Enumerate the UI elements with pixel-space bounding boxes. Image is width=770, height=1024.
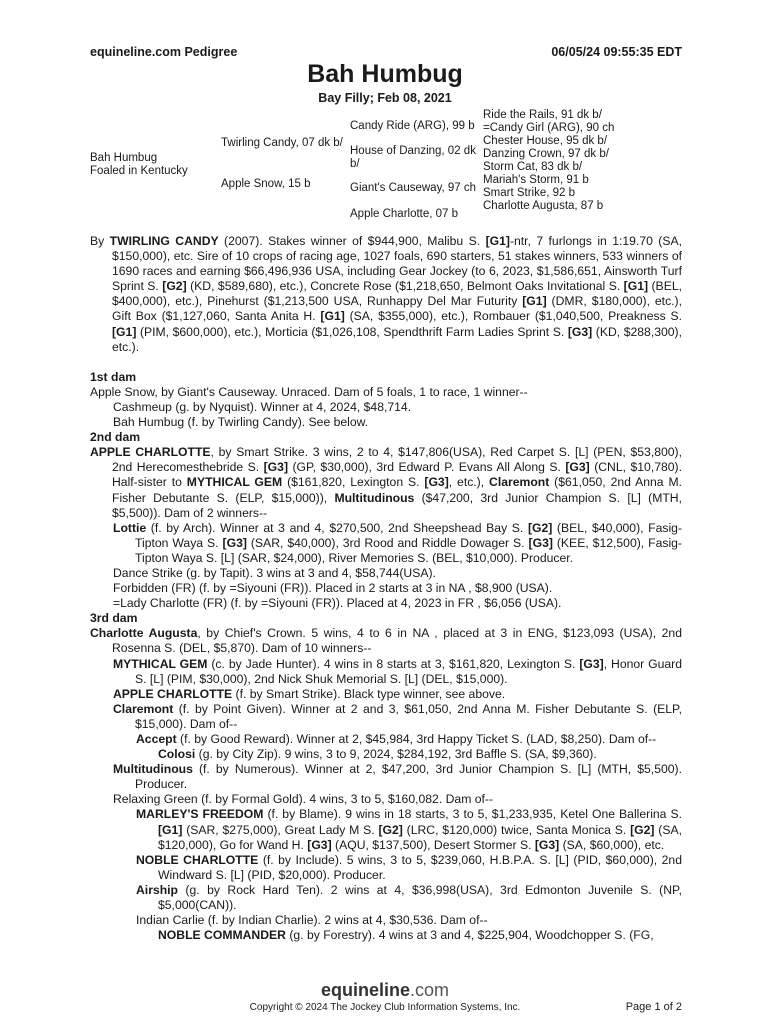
family-entry: APPLE CHARLOTTE (f. by Smart Strike). Black type winner, see above. (113, 686, 506, 701)
family-entry: APPLE CHARLOTTE, by Smart Strike. 3 wins, 2 to 4, $147,806(USA), Red Carpet S. [L] (PEN, $53,800), 2nd Herecomesthebride S. [G3] (GP, $30,000), 3rd Edward P. Evans All Along S. [G3] (CNL, $10,780). Half-sister to MYTHICAL GEM ($161,820, Lexington S. [G3], etc.), Claremont ($61,050, 2nd Anna M. Fisher Debutante S. (ELP, $15,000)), Multitudinous ($47,200, 3rd Junior Champion S. [L] (MTH, $5,500)). Dam of 2 winners-- (90, 445, 682, 520)
family-entry: MYTHICAL GEM (c. by Jade Hunter). 4 wins in 8 starts at 3, $161,820, Lexington S. [G3], Honor Guard S. [L] (PIM, $30,000), 2nd Nick Shuk Memorial S. [L] (DEL, $15,000). (113, 656, 683, 686)
family-entry: Multitudinous (f. by Numerous). Winner at 2, $47,200, 3rd Junior Champion S. [L] (MTH, $5,500). Producer. (113, 762, 682, 792)
ancestor-line: House of Danzing, 02 dk (350, 145, 476, 157)
horse-description: Bay Filly; Feb 08, 2021 (318, 91, 452, 105)
section-heading: 2nd dam (90, 430, 141, 445)
family-section (90, 370, 682, 944)
pedigree-sire-dam (350, 145, 476, 171)
ancestor-line: Storm Cat, 83 dk b/ (483, 161, 583, 173)
family-entry: Accept (f. by Good Reward). Winner at 2, $45,984, 3rd Happy Ticket S. (LAD, $8,250). Dam of-- (136, 732, 657, 746)
equineline-logo (0, 980, 770, 1001)
family-entry: Bah Humbug (f. by Twirling Candy). See below. (113, 415, 369, 430)
family-entry: Colosi (g. by City Zip). 9 wins, 3 to 9, 2024, $284,192, 3rd Baffle S. (SA, $9,360). (158, 747, 597, 762)
ancestor-line: Apple Charlotte, 07 b (350, 208, 459, 220)
sire-line: Twirling Candy, 07 dk b/ (221, 137, 343, 149)
family-entry: NOBLE CHARLOTTE (f. by Include). 5 wins, 3 to 5, $239,060, H.B.P.A. S. [L] (PID, $60,000), 2nd Windward S. [L] (PID, $20,000). Producer. (136, 852, 682, 882)
subject-line: Bah Humbug (90, 152, 158, 164)
family-entry: NOBLE COMMANDER (g. by Forestry). 4 wins at 3 and 4, $225,904, Woodchopper S. (FG, (158, 928, 654, 943)
family-entry: Claremont (f. by Point Given). Winner at 2 and 3, $61,050, 2nd Anna M. Fisher Debutante S. (ELP, $15,000). Dam of-- (113, 701, 682, 731)
logo-suffix: .com (410, 980, 450, 1000)
dam-line: Apple Snow, 15 b (221, 178, 311, 190)
ancestor-line: Giant's Causeway, 97 ch (350, 182, 476, 194)
pedigree-dam-sire (350, 182, 476, 195)
site-header: equineline.com Pedigree (90, 45, 238, 59)
family-entry: Dance Strike (g. by Tapit). 3 wins at 3 and 4, $58,744(USA). (113, 565, 436, 580)
sire-paragraph: By TWIRLING CANDY (2007). Stakes winner of $944,900, Malibu S. [G1]-ntr, 7 furlongs in 1:19.70 (SA, $150,000), etc. Sire of 10 crops of racing age, 1027 foals, 690 starters, 51 stakes winners, 533 winners of 1690 races and earning $66,496,936 USA, including Gear Jockey (to 6, 2023, $1,586,651, Ainsworth Turf Sprint S. [G2] (KD, $589,680), etc.), Concrete Rose ($1,218,650, Belmont Oaks Invitational S. [G1] (BEL, $400,000), etc.), Pinehurst ($1,213,500 USA, Runhappy Del Mar Futurity [G1] (DMR, $180,000), etc.), Gift Box ($1,127,060, Santa Anita H. [G1] (SA, $355,000), etc.), Rombauer ($1,040,500, Preakness S. [G1] (PIM, $600,000), etc.), Morticia ($1,026,108, Spendthrift Farm Ladies Sprint S. [G3] (KD, $288,300), etc.). (90, 234, 683, 354)
pedigree-sire-sire (350, 120, 475, 133)
ancestor-line: Ride the Rails, 91 dk b/ (483, 109, 602, 121)
pedigree-dam (221, 178, 311, 191)
pedigree-dam-dam (350, 208, 458, 221)
ancestor-line: Candy Ride (ARG), 99 b (350, 120, 475, 132)
family-entry: Relaxing Green (f. by Formal Gold). 4 wins, 3 to 5, $160,082. Dam of-- (113, 792, 494, 807)
pedigree-third-generation (483, 109, 614, 213)
ancestor-line: Mariah's Storm, 91 b (483, 174, 589, 186)
ancestor-line: b/ (350, 158, 360, 170)
family-entry: MARLEY'S FREEDOM (f. by Blame). 9 wins in 18 starts, 3 to 5, $1,233,935, Ketel One Ballerina S. [G1] (SAR, $275,000), Great Lady M S. [G2] (LRC, $120,000) twice, Santa Monica S. [G2] (SA, $120,000), Go for Wand H. [G3] (AQU, $137,500), Desert Stormer S. [G3] (SA, $60,000), etc. (136, 807, 683, 852)
copyright: Copyright © 2024 The Jockey Club Information Systems, Inc. (249, 1002, 521, 1013)
family-entry: Cashmeup (g. by Nyquist). Winner at 4, 2024, $48,714. (113, 399, 412, 414)
family-entry: Forbidden (FR) (f. by =Siyouni (FR)). Placed in 2 starts at 3 in NA , $8,900 (USA). (113, 581, 553, 596)
print-timestamp: 06/05/24 09:55:35 EDT (551, 45, 682, 59)
logo-main: equineline (320, 980, 410, 1000)
section-heading: 3rd dam (90, 611, 138, 626)
section-heading: 1st dam (90, 369, 137, 384)
ancestor-line: Smart Strike, 92 b (483, 187, 576, 199)
family-entry: Indian Carlie (f. by Indian Charlie). 2 wins at 4, $30,536. Dam of-- (136, 913, 488, 928)
horse-name-title: Bah Humbug (307, 60, 463, 88)
family-entry: Charlotte Augusta, by Chief's Crown. 5 wins, 4 to 6 in NA , placed at 3 in ENG, $123,093 (USA), 2nd Rosenna S. (DEL, $5,870). Dam of 10 winners-- (90, 626, 682, 656)
pedigree-subject (90, 152, 188, 178)
family-entry: Lottie (f. by Arch). Winner at 3 and 4, $270,500, 2nd Sheepshead Bay S. [G2] (BEL, $40,000), Fasig-Tipton Waya S. [G3] (SAR, $40,000), 3rd Rood and Riddle Dowager S. [G3] (KEE, $12,500), Fasig-Tipton Waya S. [L] (SAR, $24,000), River Memories S. (BEL, $10,000). Producer. (113, 520, 683, 565)
family-entry: Apple Snow, by Giant's Causeway. Unraced. Dam of 5 foals, 1 to race, 1 winner-- (90, 384, 528, 399)
ancestor-line: Charlotte Augusta, 87 b (483, 200, 604, 212)
pedigree-text (90, 234, 682, 943)
family-entry: Airship (g. by Rock Hard Ten). 2 wins at 4, $36,998(USA), 3rd Edmonton Juvenile S. (NP, $5,000(CAN)). (136, 882, 682, 913)
family-entry: =Lady Charlotte (FR) (f. by =Siyouni (FR)). Placed at 4, 2023 in FR , $6,056 (USA). (113, 596, 562, 611)
ancestor-line: =Candy Girl (ARG), 90 ch (483, 122, 615, 134)
page-number: Page 1 of 2 (625, 1001, 682, 1013)
pedigree-sire (221, 137, 343, 150)
ancestor-line: Chester House, 95 dk b/ (483, 135, 608, 147)
subject-line: Foaled in Kentucky (90, 165, 188, 177)
ancestor-line: Danzing Crown, 97 dk b/ (483, 148, 609, 160)
